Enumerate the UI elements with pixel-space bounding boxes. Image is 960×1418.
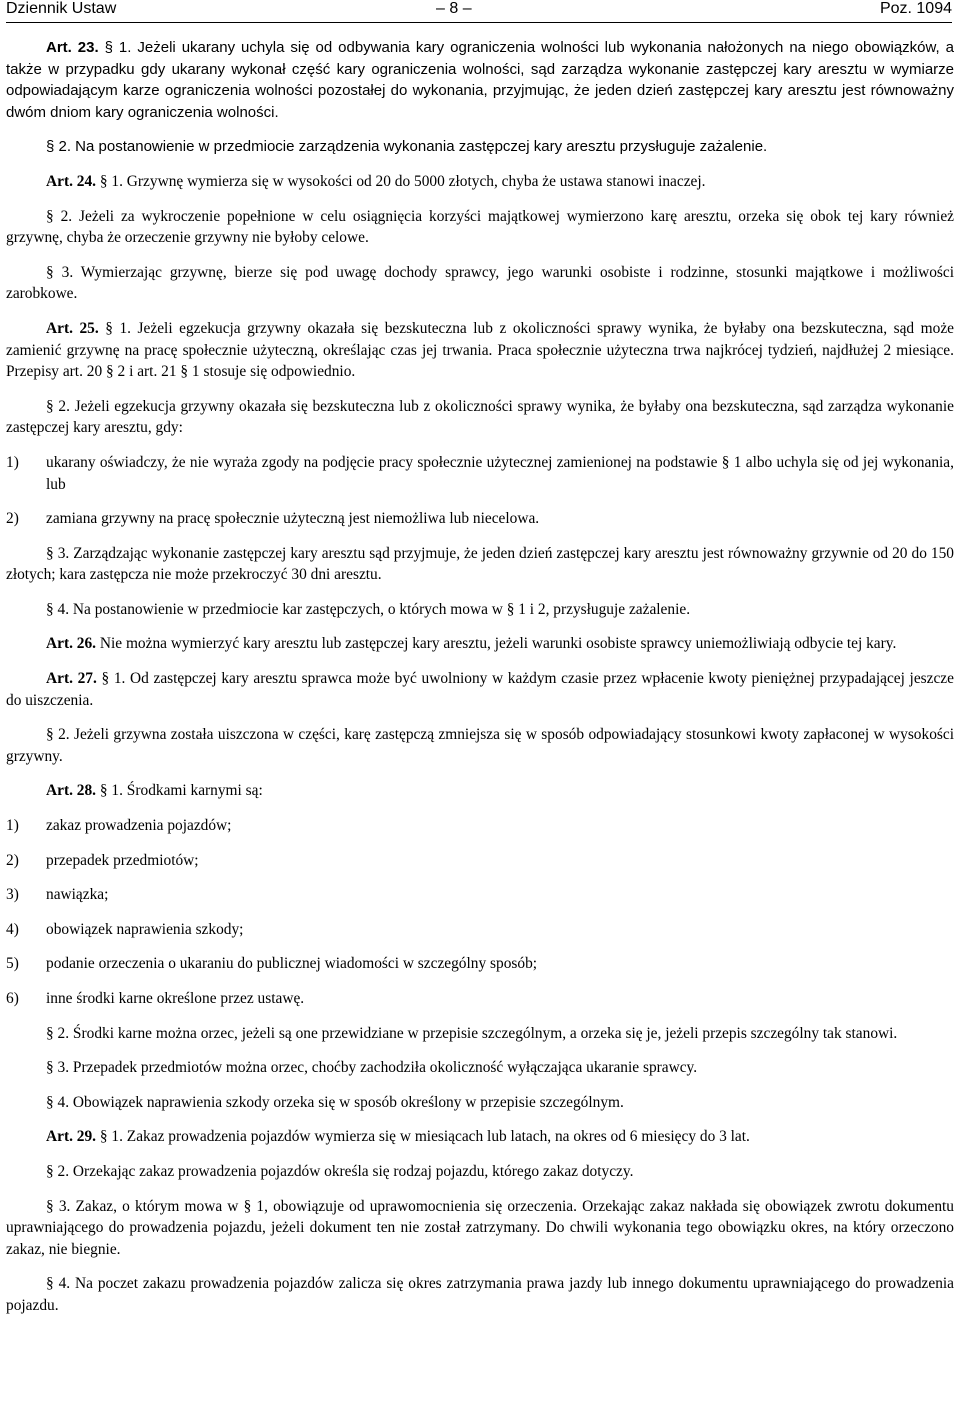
article-label: Art. 28. [46,782,97,800]
list-item [6,953,954,975]
list-number: 1) [6,453,19,471]
paragraph-text: § 2. Jeżeli egzekucja grzywny okazała się bezskuteczna lub z okoliczności sprawy wynika, że byłaby ona bezskuteczna, sąd zarządza wykonanie zastępczej kary aresztu, gdy: [6,397,954,437]
paragraph-text: § 4. Obowiązek naprawienia szkody orzeka się w sposób określony w przepisie szczególnym. [46,1093,624,1111]
article-label: Art. 27. [46,670,97,688]
article-label: Art. 24. [46,172,97,190]
position-number: Poz. 1094 [879,0,952,17]
list-text: podanie orzeczenia o ukaraniu do publicznej wiadomości w szczególny sposób; [46,955,538,973]
art-29-par-3 [6,1196,954,1261]
paragraph-text: § 1. Od zastępczej kary aresztu sprawca może być uwolniony w każdym czasie przez wpłacenie kwoty pieniężnej przypadającej jeszcze do uiszczenia. [6,670,954,709]
art-25-par-2 [6,396,954,439]
art-28-par-2 [6,1023,954,1045]
art-28-par-4 [6,1092,954,1114]
art-25-par-1 [6,318,954,383]
list-number: 4) [6,920,19,938]
list-text: nawiązka; [46,886,109,904]
art-24-par-2 [6,206,954,249]
list-text: inne środki karne określone przez ustawę. [46,990,305,1007]
art-26 [6,633,954,655]
paragraph-text: § 1. Grzywnę wymierza się w wysokości od 20 do 5000 złotych, chyba że ustawa stanowi inaczej. [99,172,706,190]
paragraph-text: § 1. Jeżeli ukarany uchyla się od odbywania kary ograniczenia wolności lub wykonania nałożonych na niego obowiązków, a także w przypadku gdy ukarany wykonał część kary ograniczenia wolności, sąd zarządza wykonanie zastępczej kary aresztu w wymiarze odpowiadającym karze ograniczenia wolności pozostałej do wykonania, przyjmując, że jeden dzień zastępczej kary aresztu jest równoważny dwóm dniom kary ograniczenia wolności. [6,39,954,121]
art-24-par-1 [6,171,954,193]
list-number: 6) [6,990,19,1007]
paragraph-text: § 2. Środki karne można orzec, jeżeli są one przewidziane w przepisie szczególnym, a orzeka się je, jeżeli przepis szczególny tak stanowi. [46,1024,898,1042]
list-number: 2) [6,851,19,869]
art-27-par-2 [6,724,954,767]
list-item [6,919,954,941]
paragraph-text: Nie można wymierzyć kary aresztu lub zastępczej kary aresztu, jeżeli warunki osobiste sprawcy uniemożliwiają odbycie tej kary. [99,635,897,653]
paragraph-text: § 3. Zakaz, o którym mowa w § 1, obowiązuje od uprawomocnienia się orzeczenia. Orzekając zakaz nakłada się obowiązek zwrotu dokumentu uprawniającego do prowadzenia pojazdu, jeżeli dokument ten nie został zatrzymany. Do chwili wykonania tego obowiązku okres, na który orzeczono zakaz, nie biegnie. [6,1197,954,1258]
article-label: Art. 25. [46,319,99,337]
page-header [6,0,952,23]
list-text: przepadek przedmiotów; [46,851,199,869]
paragraph-text: § 2. Orzekając zakaz prowadzenia pojazdów określa się rodzaj pojazdu, którego zakaz dotyczy. [46,1162,634,1180]
paragraph-text: § 3. Zarządzając wykonanie zastępczej kary aresztu sąd przyjmuje, że jeden dzień zastępczej kary aresztu jest równoważny grzywnie od 20 do 150 złotych; kara zastępcza nie może przekroczyć 30 dni aresztu. [6,544,954,584]
art-24-par-3 [6,262,954,305]
paragraph-text: § 2. Jeżeli za wykroczenie popełnione w celu osiągnięcia korzyści majątkowej wymierzono karę aresztu, orzeka się obok tej kary również grzywnę, chyba że orzeczenie grzywny nie byłoby celowe. [6,207,954,247]
art-29-par-1 [6,1126,954,1148]
list-item [6,884,954,906]
journal-title: Dziennik Ustaw [6,0,117,17]
list-text: zakaz prowadzenia pojazdów; [46,817,232,835]
article-label: Art. 29. [46,1128,97,1146]
list-number: 5) [6,955,19,973]
art-25-par-4 [6,599,954,621]
paragraph-text: § 2. Na postanowienie w przedmiocie zarządzenia wykonania zastępczej kary aresztu przysługuje zażalenie. [46,138,768,156]
art-29-par-2 [6,1161,954,1183]
page-number: – 8 – [436,0,472,17]
art-28-par-3 [6,1057,954,1079]
paragraph-text: § 3. Przepadek przedmiotów można orzec, choćby zachodziła okoliczność wyłączająca ukaranie sprawcy. [46,1059,698,1077]
art-23-par-1 [6,37,954,123]
art-25-par-3 [6,543,954,586]
list-number: 2) [6,510,19,528]
art-23-par-2 [6,136,954,158]
list-item [6,815,954,837]
list-number: 3) [6,886,19,904]
paragraph-text: § 1. Środkami karnymi są: [99,782,263,800]
art-29-par-4 [6,1273,954,1316]
paragraph-text: § 1. Zakaz prowadzenia pojazdów wymierza się w miesiącach lub latach, na okres od 6 miesięcy do 3 lat. [99,1128,750,1146]
list-text: zamiana grzywny na pracę społecznie użyteczną jest niemożliwa lub niecelowa. [46,510,540,528]
list-item [6,508,954,530]
list-item [6,452,954,495]
art-27-par-1 [6,668,954,711]
article-label: Art. 23. [46,39,99,56]
paragraph-text: § 1. Jeżeli egzekucja grzywny okazała się bezskuteczna lub z okoliczności sprawy wynika, że byłaby ona bezskuteczna, sąd może zamienić grzywnę na pracę społecznie użyteczną, określając czas jej trwania. Praca społecznie użyteczna trwa najkrócej tydzień, najdłużej 2 miesiące. Przepisy art. 20 § 2 i art. 21 § 1 stosuje się odpowiednio. [6,319,954,381]
paragraph-text: § 2. Jeżeli grzywna została uiszczona w części, karę zastępczą zmniejsza się w sposób odpowiadający stosunkowi kwoty zapłaconej w wysokości grzywny. [6,726,954,765]
paragraph-text: § 4. Na poczet zakazu prowadzenia pojazdów zalicza się okres zatrzymania prawa jazdy lub innego dokumentu uprawniającego do prowadzenia pojazdu. [6,1275,954,1314]
list-item [6,988,954,1010]
paragraph-text: § 4. Na postanowienie w przedmiocie kar zastępczych, o których mowa w § 1 i 2, przysługuje zażalenie. [46,600,691,618]
document-body [6,37,954,1330]
article-label: Art. 26. [46,635,97,653]
list-text: obowiązek naprawienia szkody; [46,920,244,938]
list-item [6,850,954,872]
list-number: 1) [6,817,19,835]
art-28-par-1 [6,780,954,802]
paragraph-text: § 3. Wymierzając grzywnę, bierze się pod uwagę dochody sprawcy, jego warunki osobiste i rodzinne, stosunki majątkowe i możliwości zarobkowe. [6,263,954,303]
list-text: ukarany oświadczy, że nie wyraża zgody na podjęcie pracy społecznie użytecznej zamienionej na podstawie § 1 albo uchyla się od jej wykonania, lub [46,453,954,493]
